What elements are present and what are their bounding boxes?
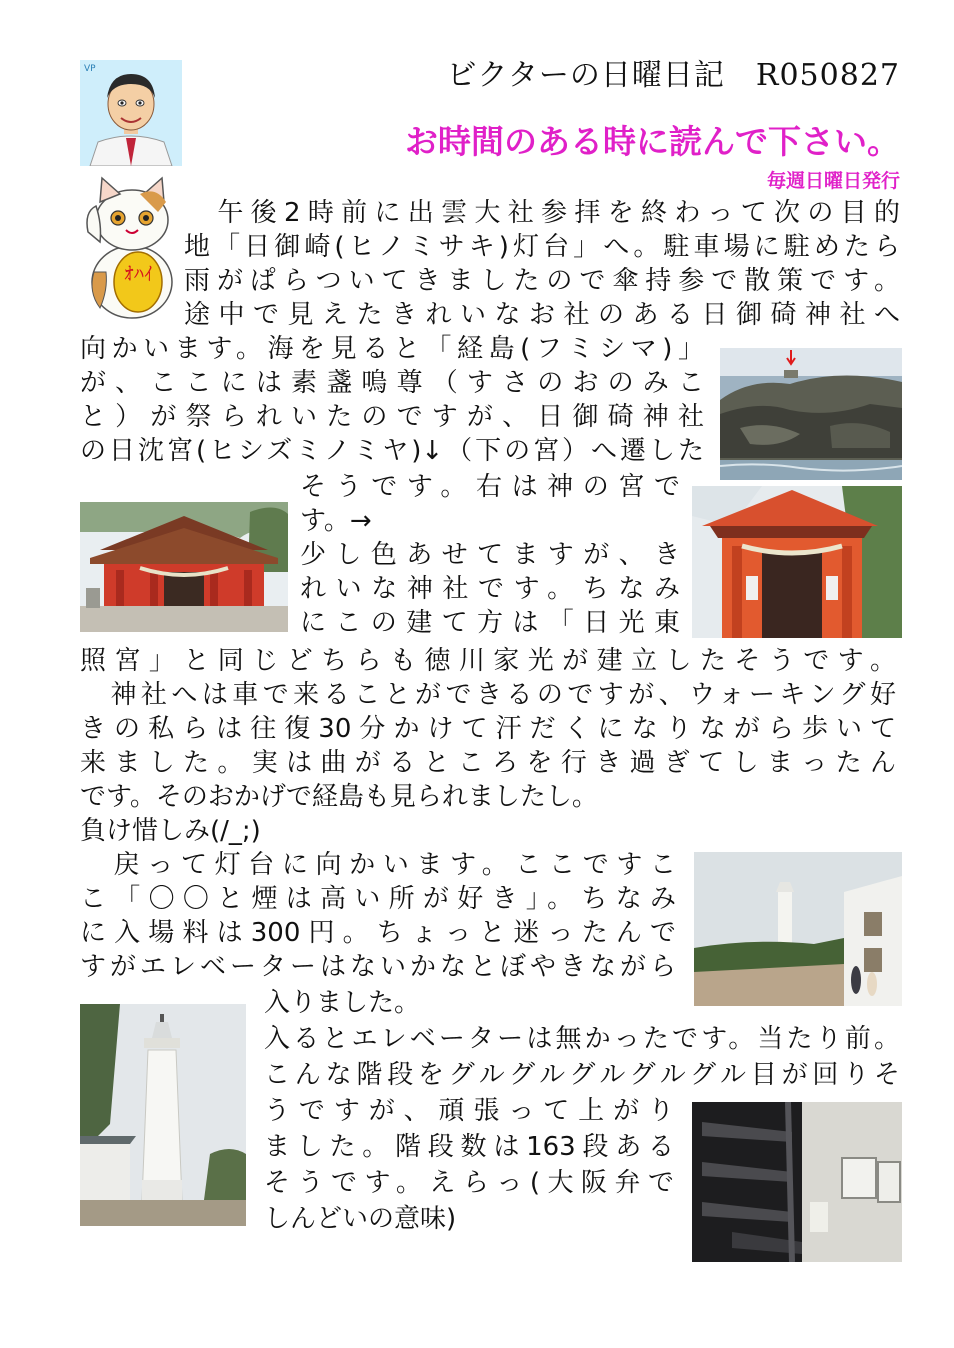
body-line-17: 来ました。実は曲がるところを行き過ぎてしまったん (80, 748, 896, 778)
maneki-neko-image (80, 172, 184, 320)
page-title: ビクターの日曜日記 R050827 (446, 58, 900, 93)
hizumi-shrine-photo (80, 502, 288, 632)
body-line-11: 少し色あせてますが、き (300, 540, 680, 570)
kyojima-island-photo (720, 348, 902, 480)
body-line-26: こんな階段をグルグルグルグルグル目が回りそ (264, 1060, 900, 1090)
body-line-19: 負け惜しみ(/_;) (80, 816, 261, 846)
page-subtitle: お時間のある時に読んで下さい。 (405, 122, 900, 161)
body-line-18: です。そのおかげで経島も見られましたし。 (80, 782, 598, 812)
body-line-22: に入場料は300円。ちょっと迷ったんで (80, 918, 676, 948)
body-line-12: れいな神社です。ちなみ (300, 574, 680, 604)
body-line-30: しんどいの意味) (264, 1204, 457, 1234)
body-line-1: 午後2時前に出雲大社参拝を終わって次の目的 (184, 198, 900, 228)
body-line-20: 戻って灯台に向かいます。ここですこ (80, 850, 676, 880)
body-line-21: こ「〇〇と煙は高い所が好き」。ちなみ (80, 884, 676, 914)
body-line-24: 入りました。 (264, 988, 421, 1018)
body-line-16: きの私らは往復30分かけて汗だくになりながら歩いて (80, 714, 896, 744)
publication-note: 毎週日曜日発行 (766, 170, 900, 192)
logo-mark: VP (84, 64, 96, 74)
body-line-8: の日沈宮(ヒシズミノミヤ)↓（下の宮）へ遷した (80, 436, 704, 466)
lighthouse-tower-photo (80, 1004, 246, 1226)
body-line-29: そうです。えらっ(大阪弁で (264, 1168, 674, 1198)
body-line-4: 途中で見えたきれいなお社のある日御碕神社へ (184, 300, 900, 330)
maneki-sign: オハイ (124, 264, 154, 285)
kami-no-miya-shrine-photo (692, 486, 902, 638)
body-line-13: にこの建て方は「日光東 (300, 608, 680, 638)
author-portrait (80, 60, 182, 166)
body-line-9: そうです。右は神の宮で (300, 472, 680, 502)
body-line-2: 地「日御崎(ヒノミサキ)灯台」へ。駐車場に駐めたら (184, 232, 900, 262)
body-line-5: 向かいます。海を見ると「経島(フミシマ)」 (80, 334, 704, 364)
body-line-27: うですが、頑張って上がり (264, 1096, 674, 1126)
body-line-6: が、ここには素盞嗚尊（すさのおのみこ (80, 368, 704, 398)
body-line-3: 雨がぱらついてきましたので傘持参で散策です。 (184, 266, 900, 296)
body-line-25: 入るとエレベーターは無かったです。当たり前。 (264, 1024, 900, 1054)
body-line-10: す。→ (300, 506, 372, 536)
body-line-14: 照宮」と同じどちらも徳川家光が建立したそうです。 (80, 646, 896, 676)
body-line-28: ました。階段数は163段ある (264, 1132, 674, 1162)
body-line-23: すがエレベーターはないかなとぼやきながら (80, 952, 676, 982)
lighthouse-grounds-photo (694, 852, 902, 1006)
body-line-7: と）が祭られいたのですが、日御碕神社 (80, 402, 704, 432)
spiral-staircase-photo (692, 1102, 902, 1262)
body-line-15: 神社へは車で来ることができるのですが、ウォーキング好 (80, 680, 896, 710)
